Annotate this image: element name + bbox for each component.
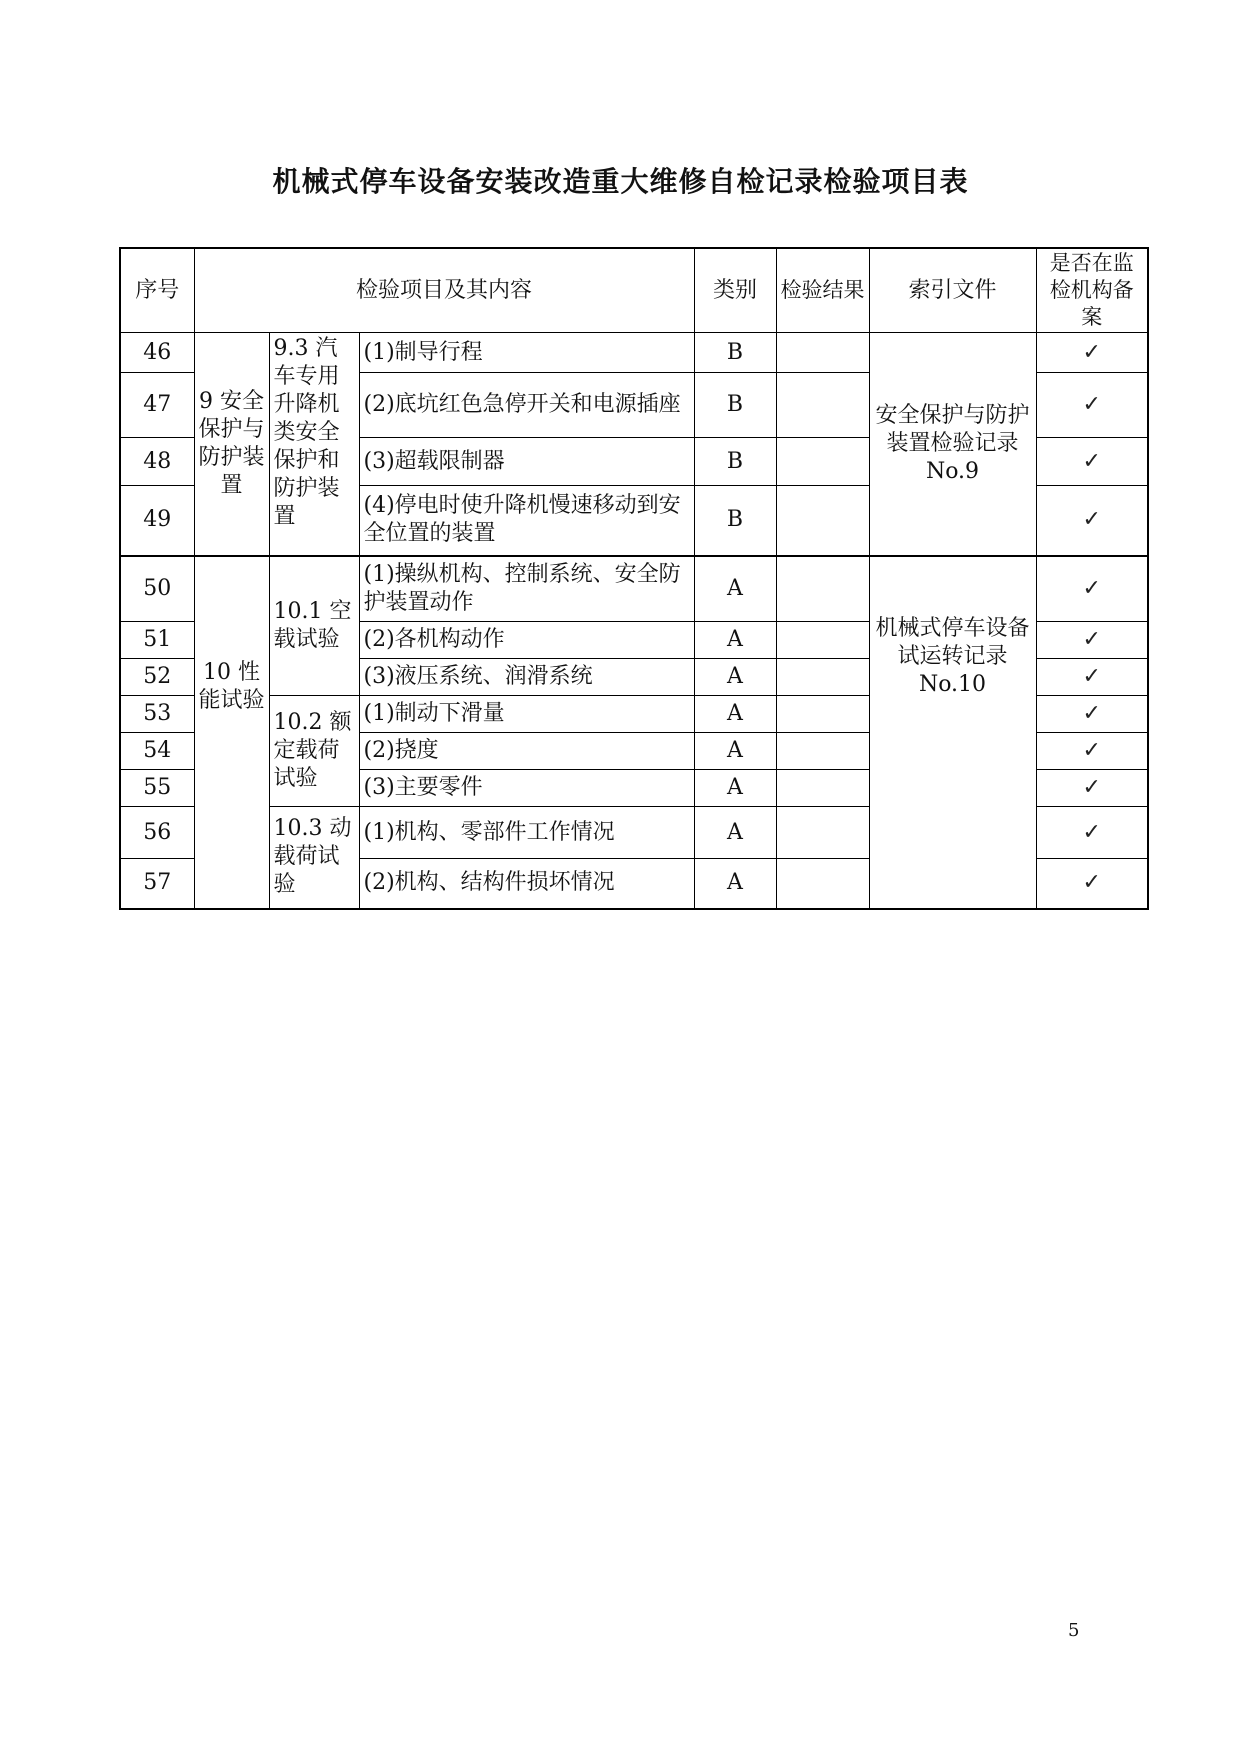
filed-check: ✓ — [1036, 333, 1148, 373]
row-category: B — [694, 333, 776, 373]
row-content: (4)停电时使升降机慢速移动到安全位置的装置 — [359, 486, 694, 556]
row-content: (2)机构、结构件损坏情况 — [359, 859, 694, 909]
row-seq: 57 — [120, 859, 194, 909]
row-seq: 47 — [120, 373, 194, 438]
row-seq: 50 — [120, 556, 194, 622]
subgroup-label: 10.1 空载试验 — [269, 556, 359, 696]
row-seq: 55 — [120, 770, 194, 807]
header-reference: 索引文件 — [869, 248, 1036, 333]
row-result — [776, 807, 869, 859]
filed-check: ✓ — [1036, 438, 1148, 486]
row-seq: 48 — [120, 438, 194, 486]
filed-check: ✓ — [1036, 733, 1148, 770]
row-category: B — [694, 486, 776, 556]
page-title: 机械式停车设备安装改造重大维修自检记录检验项目表 — [272, 165, 969, 198]
filed-check: ✓ — [1036, 770, 1148, 807]
header-seq: 序号 — [120, 248, 194, 333]
header-filed: 是否在监检机构备案 — [1036, 248, 1148, 333]
table-row — [120, 333, 1148, 373]
row-result — [776, 622, 869, 659]
filed-check: ✓ — [1036, 696, 1148, 733]
reference-doc: 安全保护与防护装置检验记录No.9 — [869, 333, 1036, 556]
filed-check: ✓ — [1036, 486, 1148, 556]
row-content: (2)各机构动作 — [359, 622, 694, 659]
row-seq: 53 — [120, 696, 194, 733]
header-result: 检验结果 — [776, 248, 869, 333]
row-result — [776, 373, 869, 438]
row-content: (1)操纵机构、控制系统、安全防护装置动作 — [359, 556, 694, 622]
row-content: (2)挠度 — [359, 733, 694, 770]
row-category: A — [694, 807, 776, 859]
group-label: 10 性能试验 — [194, 556, 269, 909]
subgroup-label: 9.3 汽车专用升降机类安全保护和防护装置 — [269, 333, 359, 556]
row-category: A — [694, 622, 776, 659]
row-result — [776, 333, 869, 373]
inspection-items-table — [119, 247, 1149, 910]
row-category: A — [694, 659, 776, 696]
row-category: B — [694, 438, 776, 486]
filed-check: ✓ — [1036, 556, 1148, 622]
table-header-row — [120, 248, 1148, 333]
row-result — [776, 659, 869, 696]
row-seq: 54 — [120, 733, 194, 770]
row-content: (2)底坑红色急停开关和电源插座 — [359, 373, 694, 438]
row-seq: 56 — [120, 807, 194, 859]
page-number: 5 — [1068, 1620, 1080, 1641]
row-content: (1)制导行程 — [359, 333, 694, 373]
filed-check: ✓ — [1036, 622, 1148, 659]
row-content: (3)超载限制器 — [359, 438, 694, 486]
subgroup-label: 10.3 动载荷试验 — [269, 807, 359, 909]
row-category: A — [694, 859, 776, 909]
header-category: 类别 — [694, 248, 776, 333]
row-content: (1)制动下滑量 — [359, 696, 694, 733]
row-category: A — [694, 733, 776, 770]
row-seq: 52 — [120, 659, 194, 696]
row-category: A — [694, 770, 776, 807]
row-seq: 49 — [120, 486, 194, 556]
filed-check: ✓ — [1036, 373, 1148, 438]
row-result — [776, 486, 869, 556]
subgroup-label: 10.2 额定载荷试验 — [269, 696, 359, 807]
group-label: 9 安全保护与防护装置 — [194, 333, 269, 556]
row-result — [776, 770, 869, 807]
row-content: (3)液压系统、润滑系统 — [359, 659, 694, 696]
filed-check: ✓ — [1036, 807, 1148, 859]
filed-check: ✓ — [1036, 859, 1148, 909]
header-item: 检验项目及其内容 — [194, 248, 694, 333]
filed-check: ✓ — [1036, 659, 1148, 696]
reference-doc: 机械式停车设备试运转记录No.10 — [869, 556, 1036, 909]
row-result — [776, 859, 869, 909]
row-result — [776, 733, 869, 770]
row-result — [776, 696, 869, 733]
row-result — [776, 556, 869, 622]
row-category: B — [694, 373, 776, 438]
row-seq: 46 — [120, 333, 194, 373]
row-category: A — [694, 556, 776, 622]
row-category: A — [694, 696, 776, 733]
row-content: (1)机构、零部件工作情况 — [359, 807, 694, 859]
table-row — [120, 556, 1148, 622]
row-seq: 51 — [120, 622, 194, 659]
row-content: (3)主要零件 — [359, 770, 694, 807]
row-result — [776, 438, 869, 486]
